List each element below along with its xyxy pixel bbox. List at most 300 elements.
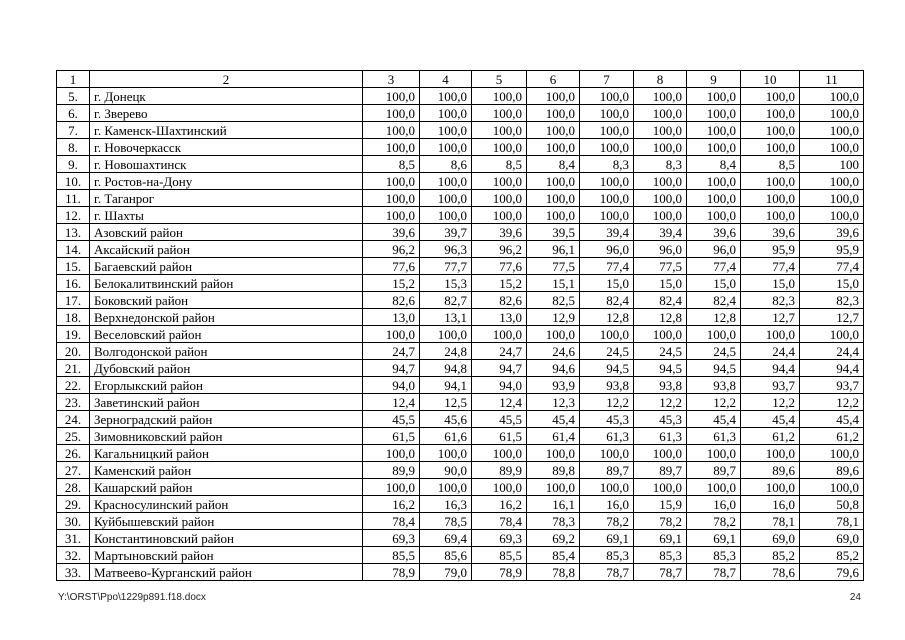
row-number-cell: 14. (57, 241, 90, 258)
value-cell: 15,0 (741, 275, 800, 292)
row-number-cell: 21. (57, 360, 90, 377)
row-number-cell: 11. (57, 190, 90, 207)
row-number-cell: 27. (57, 462, 90, 479)
value-cell: 85,2 (741, 547, 800, 564)
value-cell: 69,3 (363, 530, 420, 547)
row-number-cell: 5. (57, 88, 90, 105)
value-cell: 69,1 (634, 530, 687, 547)
value-cell: 69,1 (687, 530, 741, 547)
value-cell: 100,0 (472, 122, 527, 139)
value-cell: 100,0 (634, 122, 687, 139)
value-cell: 69,0 (741, 530, 800, 547)
value-cell: 85,2 (800, 547, 864, 564)
value-cell: 78,1 (741, 513, 800, 530)
value-cell: 100,0 (580, 88, 634, 105)
value-cell: 82,7 (420, 292, 472, 309)
row-number-cell: 10. (57, 173, 90, 190)
value-cell: 61,2 (800, 428, 864, 445)
value-cell: 8,5 (472, 156, 527, 173)
value-cell: 100,0 (687, 190, 741, 207)
value-cell: 45,3 (580, 411, 634, 428)
value-cell: 100,0 (580, 479, 634, 496)
value-cell: 45,5 (363, 411, 420, 428)
table-row (57, 241, 864, 258)
district-name-cell: г. Зверево (90, 105, 363, 122)
value-cell: 100,0 (363, 445, 420, 462)
row-number-cell: 18. (57, 309, 90, 326)
value-cell: 100,0 (420, 190, 472, 207)
table-row (57, 564, 864, 581)
value-cell: 100,0 (741, 445, 800, 462)
value-cell: 45,4 (741, 411, 800, 428)
row-number-cell: 24. (57, 411, 90, 428)
value-cell: 16,2 (472, 496, 527, 513)
value-cell: 100,0 (741, 326, 800, 343)
value-cell: 85,5 (472, 547, 527, 564)
value-cell: 94,8 (420, 360, 472, 377)
value-cell: 100,0 (363, 479, 420, 496)
row-number-cell: 29. (57, 496, 90, 513)
value-cell: 12,9 (527, 309, 580, 326)
district-name-cell: Веселовский район (90, 326, 363, 343)
table-row (57, 428, 864, 445)
column-header: 9 (687, 71, 741, 88)
value-cell: 78,9 (363, 564, 420, 581)
value-cell: 93,9 (527, 377, 580, 394)
value-cell: 77,7 (420, 258, 472, 275)
header-row (57, 71, 864, 88)
value-cell: 100,0 (580, 445, 634, 462)
value-cell: 12,2 (741, 394, 800, 411)
value-cell: 16,3 (420, 496, 472, 513)
value-cell: 100,0 (580, 326, 634, 343)
value-cell: 100,0 (363, 190, 420, 207)
value-cell: 69,0 (800, 530, 864, 547)
table-row (57, 513, 864, 530)
value-cell: 12,7 (800, 309, 864, 326)
row-number-cell: 33. (57, 564, 90, 581)
file-path-footer: Y:\ORST\Ppo\1229p891.f18.docx (58, 592, 206, 603)
table-row (57, 360, 864, 377)
table-row (57, 326, 864, 343)
value-cell: 8,3 (634, 156, 687, 173)
value-cell: 89,7 (580, 462, 634, 479)
value-cell: 24,5 (687, 343, 741, 360)
district-name-cell: Багаевский район (90, 258, 363, 275)
value-cell: 100,0 (420, 88, 472, 105)
value-cell: 100,0 (741, 105, 800, 122)
value-cell: 100,0 (363, 105, 420, 122)
value-cell: 12,2 (634, 394, 687, 411)
value-cell: 82,6 (363, 292, 420, 309)
district-name-cell: г. Каменск-Шахтинский (90, 122, 363, 139)
value-cell: 77,5 (634, 258, 687, 275)
value-cell: 15,1 (527, 275, 580, 292)
table-row (57, 258, 864, 275)
table-row (57, 224, 864, 241)
value-cell: 82,4 (580, 292, 634, 309)
value-cell: 94,0 (472, 377, 527, 394)
value-cell: 39,4 (580, 224, 634, 241)
value-cell: 100,0 (800, 445, 864, 462)
value-cell: 78,7 (580, 564, 634, 581)
value-cell: 100,0 (472, 190, 527, 207)
value-cell: 82,6 (472, 292, 527, 309)
row-number-cell: 32. (57, 547, 90, 564)
value-cell: 100,0 (472, 207, 527, 224)
value-cell: 61,3 (580, 428, 634, 445)
table-row (57, 445, 864, 462)
value-cell: 93,8 (580, 377, 634, 394)
value-cell: 100,0 (472, 173, 527, 190)
value-cell: 77,4 (580, 258, 634, 275)
table-row (57, 479, 864, 496)
row-number-cell: 23. (57, 394, 90, 411)
value-cell: 12,4 (363, 394, 420, 411)
district-name-cell: Куйбышевский район (90, 513, 363, 530)
value-cell: 100,0 (580, 190, 634, 207)
value-cell: 100,0 (800, 105, 864, 122)
value-cell: 93,8 (687, 377, 741, 394)
row-number-cell: 6. (57, 105, 90, 122)
value-cell: 78,4 (472, 513, 527, 530)
district-name-cell: Каменский район (90, 462, 363, 479)
column-header: 10 (741, 71, 800, 88)
value-cell: 77,5 (527, 258, 580, 275)
value-cell: 96,0 (634, 241, 687, 258)
value-cell: 15,0 (634, 275, 687, 292)
value-cell: 12,7 (741, 309, 800, 326)
value-cell: 61,5 (472, 428, 527, 445)
row-number-cell: 19. (57, 326, 90, 343)
value-cell: 93,7 (800, 377, 864, 394)
column-header: 2 (90, 71, 363, 88)
value-cell: 100,0 (687, 326, 741, 343)
value-cell: 8,6 (420, 156, 472, 173)
value-cell: 94,7 (472, 360, 527, 377)
table-row (57, 88, 864, 105)
value-cell: 39,4 (634, 224, 687, 241)
district-name-cell: Азовский район (90, 224, 363, 241)
district-name-cell: Верхнедонской район (90, 309, 363, 326)
district-name-cell: г. Шахты (90, 207, 363, 224)
value-cell: 95,9 (741, 241, 800, 258)
value-cell: 45,4 (687, 411, 741, 428)
value-cell: 24,5 (580, 343, 634, 360)
value-cell: 100,0 (741, 190, 800, 207)
value-cell: 94,4 (800, 360, 864, 377)
district-name-cell: Матвеево-Курганский район (90, 564, 363, 581)
value-cell: 79,0 (420, 564, 472, 581)
value-cell: 16,1 (527, 496, 580, 513)
value-cell: 100,0 (580, 139, 634, 156)
row-number-cell: 25. (57, 428, 90, 445)
value-cell: 100,0 (687, 139, 741, 156)
value-cell: 12,3 (527, 394, 580, 411)
district-name-cell: Аксайский район (90, 241, 363, 258)
value-cell: 100,0 (687, 479, 741, 496)
value-cell: 16,0 (580, 496, 634, 513)
district-name-cell: г. Таганрог (90, 190, 363, 207)
column-header: 3 (363, 71, 420, 88)
value-cell: 100,0 (363, 139, 420, 156)
value-cell: 93,8 (634, 377, 687, 394)
value-cell: 85,6 (420, 547, 472, 564)
value-cell: 100,0 (580, 207, 634, 224)
value-cell: 89,6 (800, 462, 864, 479)
value-cell: 15,0 (687, 275, 741, 292)
value-cell: 77,4 (741, 258, 800, 275)
district-name-cell: Боковский район (90, 292, 363, 309)
value-cell: 100,0 (687, 122, 741, 139)
row-number-cell: 31. (57, 530, 90, 547)
value-cell: 94,6 (527, 360, 580, 377)
value-cell: 100,0 (472, 479, 527, 496)
value-cell: 8,5 (363, 156, 420, 173)
value-cell: 16,0 (741, 496, 800, 513)
value-cell: 96,2 (363, 241, 420, 258)
value-cell: 100 (800, 156, 864, 173)
table-row (57, 462, 864, 479)
value-cell: 100,0 (741, 122, 800, 139)
value-cell: 39,6 (741, 224, 800, 241)
row-number-cell: 17. (57, 292, 90, 309)
value-cell: 89,7 (687, 462, 741, 479)
value-cell: 78,9 (472, 564, 527, 581)
value-cell: 15,9 (634, 496, 687, 513)
table-row (57, 105, 864, 122)
value-cell: 100,0 (634, 88, 687, 105)
value-cell: 24,8 (420, 343, 472, 360)
value-cell: 100,0 (687, 173, 741, 190)
value-cell: 85,4 (527, 547, 580, 564)
value-cell: 24,7 (363, 343, 420, 360)
district-name-cell: г. Донецк (90, 88, 363, 105)
value-cell: 8,5 (741, 156, 800, 173)
value-cell: 12,8 (687, 309, 741, 326)
value-cell: 100,0 (580, 173, 634, 190)
value-cell: 94,5 (687, 360, 741, 377)
value-cell: 94,0 (363, 377, 420, 394)
value-cell: 82,5 (527, 292, 580, 309)
value-cell: 50,8 (800, 496, 864, 513)
value-cell: 45,6 (420, 411, 472, 428)
district-name-cell: Белокалитвинский район (90, 275, 363, 292)
value-cell: 15,0 (800, 275, 864, 292)
district-name-cell: Кашарский район (90, 479, 363, 496)
value-cell: 100,0 (363, 207, 420, 224)
table-row (57, 343, 864, 360)
value-cell: 100,0 (741, 88, 800, 105)
value-cell: 15,2 (472, 275, 527, 292)
value-cell: 82,4 (687, 292, 741, 309)
value-cell: 100,0 (800, 207, 864, 224)
value-cell: 100,0 (420, 207, 472, 224)
value-cell: 24,7 (472, 343, 527, 360)
value-cell: 93,7 (741, 377, 800, 394)
value-cell: 100,0 (800, 122, 864, 139)
value-cell: 78,2 (687, 513, 741, 530)
value-cell: 100,0 (580, 122, 634, 139)
value-cell: 89,9 (363, 462, 420, 479)
value-cell: 77,4 (687, 258, 741, 275)
value-cell: 85,3 (634, 547, 687, 564)
value-cell: 77,4 (800, 258, 864, 275)
value-cell: 100,0 (634, 479, 687, 496)
row-number-cell: 22. (57, 377, 90, 394)
value-cell: 100,0 (363, 326, 420, 343)
value-cell: 100,0 (527, 326, 580, 343)
value-cell: 100,0 (420, 139, 472, 156)
value-cell: 94,5 (580, 360, 634, 377)
value-cell: 100,0 (800, 479, 864, 496)
district-name-cell: г. Новошахтинск (90, 156, 363, 173)
value-cell: 100,0 (420, 105, 472, 122)
value-cell: 8,3 (580, 156, 634, 173)
value-cell: 45,4 (800, 411, 864, 428)
value-cell: 100,0 (420, 445, 472, 462)
value-cell: 100,0 (634, 190, 687, 207)
table-row (57, 122, 864, 139)
value-cell: 39,6 (687, 224, 741, 241)
table-row (57, 394, 864, 411)
value-cell: 100,0 (472, 88, 527, 105)
district-name-cell: Константиновский район (90, 530, 363, 547)
value-cell: 100,0 (800, 190, 864, 207)
value-cell: 100,0 (634, 207, 687, 224)
value-cell: 13,0 (472, 309, 527, 326)
value-cell: 100,0 (687, 445, 741, 462)
row-number-cell: 15. (57, 258, 90, 275)
value-cell: 16,0 (687, 496, 741, 513)
value-cell: 100,0 (472, 139, 527, 156)
value-cell: 69,4 (420, 530, 472, 547)
column-header: 11 (800, 71, 864, 88)
value-cell: 82,4 (634, 292, 687, 309)
value-cell: 100,0 (420, 326, 472, 343)
value-cell: 61,5 (363, 428, 420, 445)
column-header: 4 (420, 71, 472, 88)
value-cell: 24,5 (634, 343, 687, 360)
value-cell: 100,0 (420, 479, 472, 496)
value-cell: 95,9 (800, 241, 864, 258)
value-cell: 16,2 (363, 496, 420, 513)
value-cell: 69,3 (472, 530, 527, 547)
value-cell: 85,3 (687, 547, 741, 564)
value-cell: 90,0 (420, 462, 472, 479)
district-name-cell: г. Ростов-на-Дону (90, 173, 363, 190)
row-number-cell: 20. (57, 343, 90, 360)
value-cell: 100,0 (741, 139, 800, 156)
value-cell: 100,0 (634, 326, 687, 343)
value-cell: 94,4 (741, 360, 800, 377)
value-cell: 100,0 (527, 139, 580, 156)
value-cell: 89,7 (634, 462, 687, 479)
value-cell: 77,6 (363, 258, 420, 275)
value-cell: 100,0 (527, 173, 580, 190)
value-cell: 39,5 (527, 224, 580, 241)
value-cell: 100,0 (527, 105, 580, 122)
value-cell: 12,4 (472, 394, 527, 411)
table-row (57, 156, 864, 173)
row-number-cell: 12. (57, 207, 90, 224)
table-row (57, 377, 864, 394)
value-cell: 100,0 (634, 105, 687, 122)
value-cell: 100,0 (687, 207, 741, 224)
value-cell: 100,0 (472, 445, 527, 462)
value-cell: 78,2 (580, 513, 634, 530)
value-cell: 12,5 (420, 394, 472, 411)
value-cell: 12,2 (687, 394, 741, 411)
column-header: 6 (527, 71, 580, 88)
value-cell: 96,2 (472, 241, 527, 258)
value-cell: 78,7 (687, 564, 741, 581)
value-cell: 78,5 (420, 513, 472, 530)
row-number-cell: 9. (57, 156, 90, 173)
value-cell: 45,4 (527, 411, 580, 428)
table-row (57, 411, 864, 428)
column-header: 8 (634, 71, 687, 88)
value-cell: 79,6 (800, 564, 864, 581)
district-name-cell: Мартыновский район (90, 547, 363, 564)
value-cell: 100,0 (634, 445, 687, 462)
table-row (57, 547, 864, 564)
value-cell: 96,0 (580, 241, 634, 258)
district-name-cell: Кагальницкий район (90, 445, 363, 462)
value-cell: 45,3 (634, 411, 687, 428)
value-cell: 12,8 (634, 309, 687, 326)
value-cell: 89,6 (741, 462, 800, 479)
value-cell: 39,7 (420, 224, 472, 241)
value-cell: 78,8 (527, 564, 580, 581)
district-name-cell: Заветинский район (90, 394, 363, 411)
value-cell: 78,7 (634, 564, 687, 581)
data-table (56, 70, 864, 581)
value-cell: 94,1 (420, 377, 472, 394)
value-cell: 82,3 (800, 292, 864, 309)
value-cell: 61,2 (741, 428, 800, 445)
value-cell: 100,0 (687, 88, 741, 105)
value-cell: 96,0 (687, 241, 741, 258)
value-cell: 100,0 (363, 173, 420, 190)
page-number: 24 (849, 592, 861, 603)
value-cell: 45,5 (472, 411, 527, 428)
value-cell: 89,9 (472, 462, 527, 479)
value-cell: 100,0 (527, 445, 580, 462)
value-cell: 13,0 (363, 309, 420, 326)
table-row (57, 190, 864, 207)
value-cell: 100,0 (741, 173, 800, 190)
table-row (57, 275, 864, 292)
value-cell: 100,0 (472, 326, 527, 343)
value-cell: 15,2 (363, 275, 420, 292)
value-cell: 69,2 (527, 530, 580, 547)
value-cell: 100,0 (363, 122, 420, 139)
value-cell: 61,3 (634, 428, 687, 445)
district-name-cell: Дубовский район (90, 360, 363, 377)
district-name-cell: Зерноградский район (90, 411, 363, 428)
value-cell: 100,0 (527, 122, 580, 139)
value-cell: 96,3 (420, 241, 472, 258)
table-row (57, 292, 864, 309)
value-cell: 96,1 (527, 241, 580, 258)
value-cell: 8,4 (687, 156, 741, 173)
value-cell: 85,5 (363, 547, 420, 564)
value-cell: 82,3 (741, 292, 800, 309)
district-name-cell: г. Новочеркасск (90, 139, 363, 156)
value-cell: 100,0 (800, 139, 864, 156)
district-name-cell: Зимовниковский район (90, 428, 363, 445)
